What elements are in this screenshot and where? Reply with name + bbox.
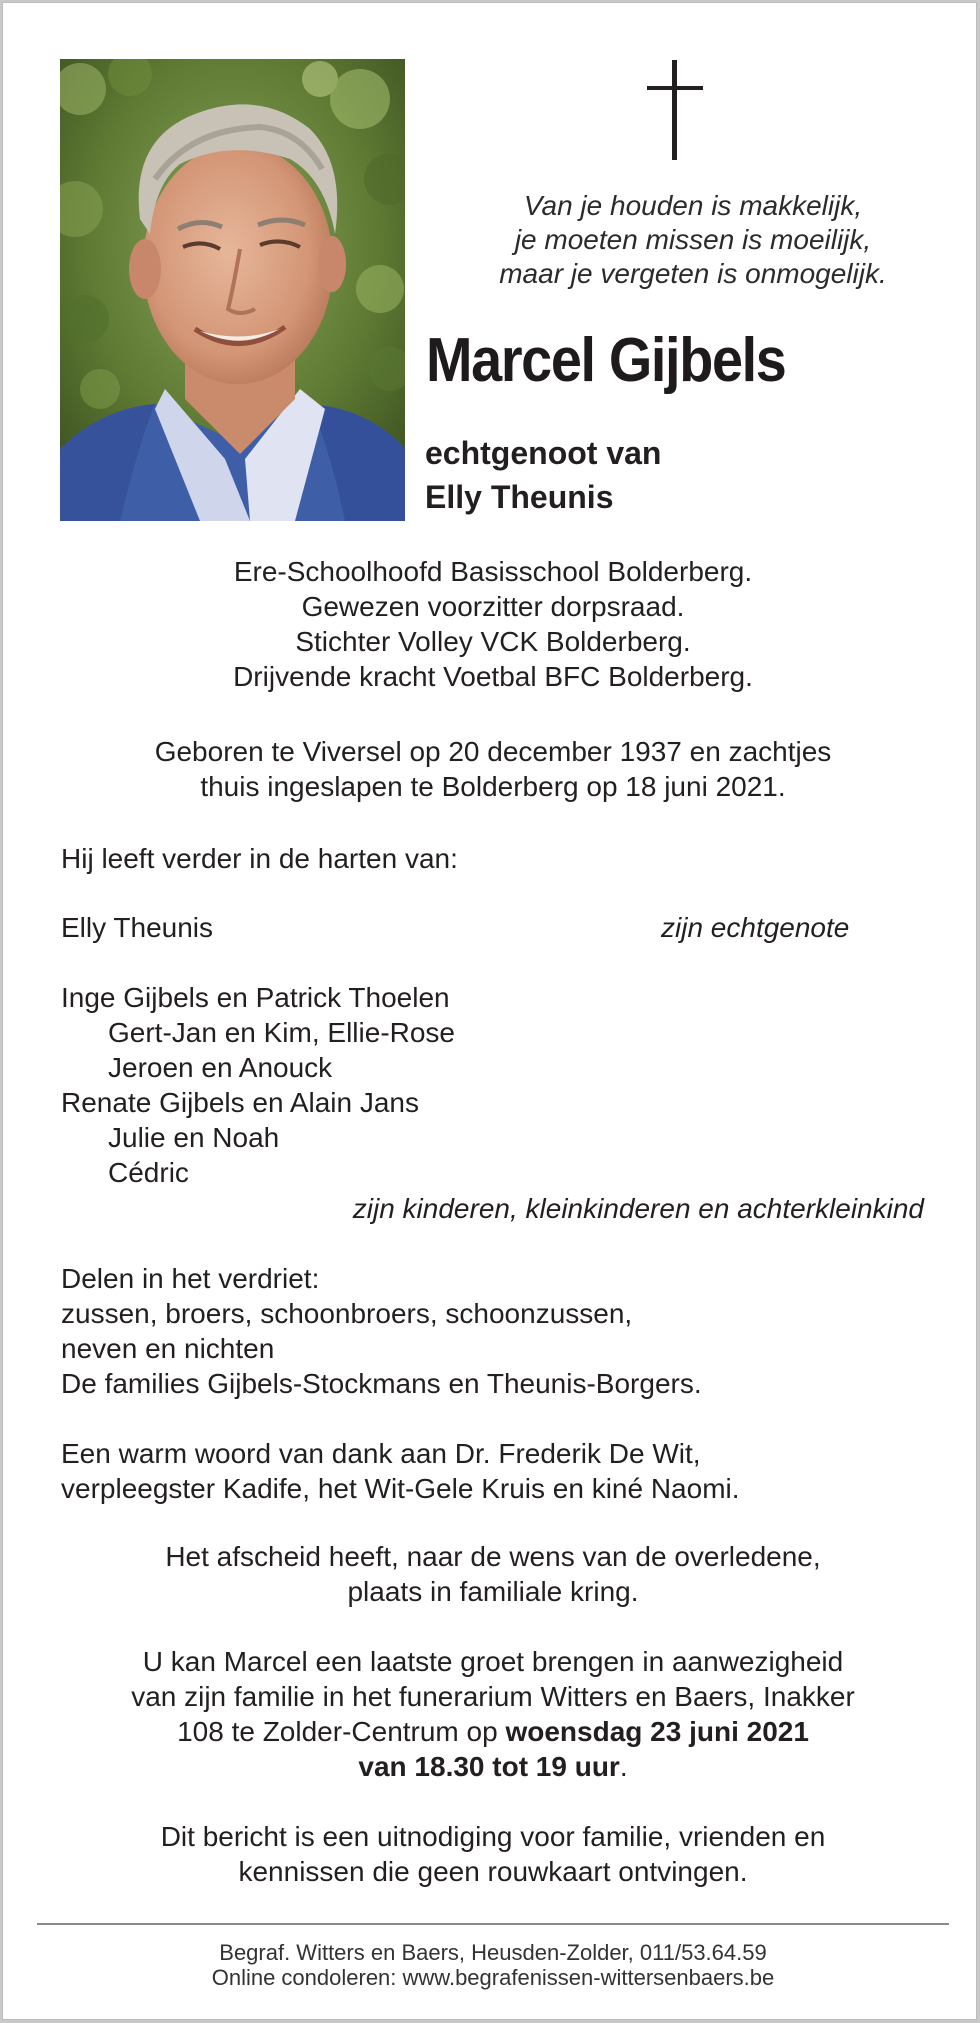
memorial-quote <box>413 189 973 291</box>
role-line: Gewezen voorzitter dorpsraad. <box>301 591 685 622</box>
grief-block <box>61 1261 702 1401</box>
family-line: Gert-Jan en Kim, Ellie-Rose <box>108 1017 456 1048</box>
thanks-block <box>61 1436 740 1506</box>
family-line: Renate Gijbels en Alain Jans <box>61 1087 419 1118</box>
visit-text: 108 te Zolder-Centrum op <box>177 1716 506 1747</box>
portrait-image <box>60 59 405 521</box>
visit-date: woensdag 23 juni 2021 <box>505 1716 809 1747</box>
invitation-line: Dit bericht is een uitnodiging voor familie, vrienden en <box>160 1821 826 1852</box>
birth-line: thuis ingeslapen te Bolderberg op 18 juni 2021. <box>200 771 786 802</box>
spouse-name: Elly Theunis <box>425 479 614 515</box>
family-line: Jeroen en Anouck <box>108 1052 333 1083</box>
survivors-intro: Hij leeft verder in de harten van: <box>61 843 458 874</box>
grief-line: De families Gijbels-Stockmans en Theunis-Borgers. <box>61 1368 702 1399</box>
family-line: Inge Gijbels en Patrick Thoelen <box>61 982 450 1013</box>
role-line: Drijvende kracht Voetbal BFC Bolderberg. <box>233 661 753 692</box>
farewell-line: plaats in familiale kring. <box>347 1576 639 1607</box>
grief-line: Delen in het verdriet: <box>61 1263 320 1294</box>
visit-line <box>33 1749 953 1784</box>
birth-line: Geboren te Viversel op 20 december 1937 en zachtjes <box>154 736 832 767</box>
visit-line <box>33 1714 953 1749</box>
visit-line: van zijn familie in het funerarium Witters en Baers, Inakker <box>131 1681 855 1712</box>
widow-relation: zijn echtgenote <box>661 912 850 943</box>
quote-line: Van je houden is makkelijk, <box>523 190 863 221</box>
family-line: Cédric <box>108 1157 189 1188</box>
invitation-block <box>33 1819 953 1889</box>
spouse-label: echtgenoot van <box>425 435 662 471</box>
widow-name: Elly Theunis <box>61 912 214 943</box>
visit-line: U kan Marcel een laatste groet brengen in aanwezigheid <box>142 1646 844 1677</box>
farewell-block <box>33 1539 953 1609</box>
quote-line: je moeten missen is moeilijk, <box>514 224 872 255</box>
obituary-card <box>2 2 977 2020</box>
visit-time: van 18.30 tot 19 uur <box>358 1751 620 1782</box>
cross-icon <box>643 60 707 160</box>
thanks-line: Een warm woord van dank aan Dr. Frederik De Wit, <box>61 1438 701 1469</box>
visitation-block <box>33 1644 953 1784</box>
footer-line: Begraf. Witters en Baers, Heusden-Zolder, 011/53.64.59 <box>219 1940 767 1965</box>
portrait-photo <box>60 59 405 521</box>
quote-line: maar je vergeten is onmogelijk. <box>499 258 887 289</box>
thanks-line: verpleegster Kadife, het Wit-Gele Kruis en kiné Naomi. <box>61 1473 740 1504</box>
farewell-line: Het afscheid heeft, naar de wens van de overledene, <box>165 1541 821 1572</box>
deceased-name: Marcel Gijbels <box>426 326 786 395</box>
footer <box>33 1940 953 1990</box>
footer-divider <box>37 1923 949 1925</box>
role-line: Ere-Schoolhoofd Basisschool Bolderberg. <box>233 556 753 587</box>
role-line: Stichter Volley VCK Bolderberg. <box>295 626 691 657</box>
grief-line: zussen, broers, schoonbroers, schoonzussen, <box>61 1298 633 1329</box>
family-relation: zijn kinderen, kleinkinderen en achterkleinkind <box>352 1193 924 1224</box>
family-line: Julie en Noah <box>108 1122 280 1153</box>
visit-text: . <box>619 1751 628 1782</box>
grief-line: neven en nichten <box>61 1333 275 1364</box>
roles-block <box>33 554 953 694</box>
invitation-line: kennissen die geen rouwkaart ontvingen. <box>238 1856 748 1887</box>
birth-death-block <box>33 734 953 804</box>
footer-line: Online condoleren: www.begrafenissen-wittersenbaers.be <box>211 1965 775 1990</box>
